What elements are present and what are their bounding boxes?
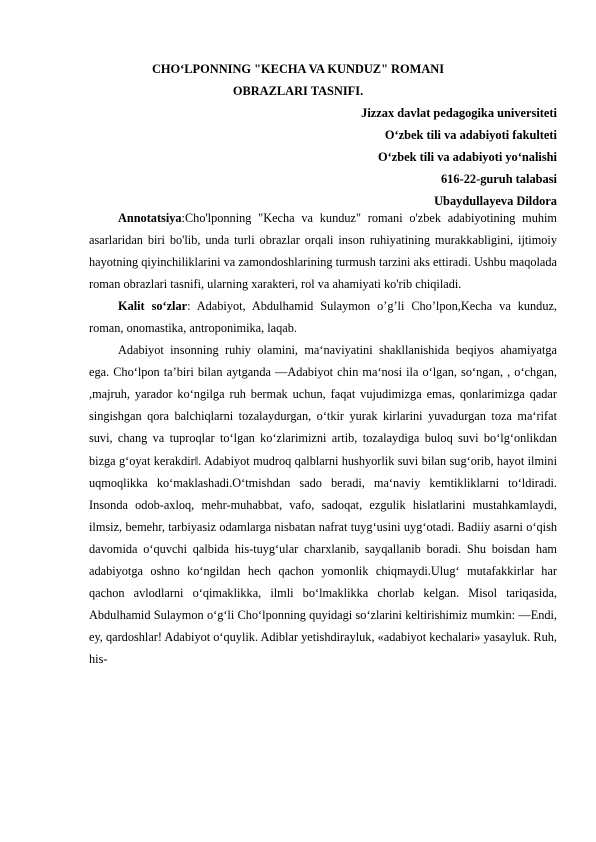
keywords-label: Kalit so‘zlar bbox=[118, 299, 188, 314]
article-body bbox=[89, 207, 557, 670]
title-line-2: OBRAZLARI TASNIFI. bbox=[232, 84, 364, 98]
keywords-paragraph bbox=[89, 295, 557, 339]
affiliation-department: O‘zbek tili va adabiyoti yo‘nalishi bbox=[378, 150, 557, 164]
title-line-1: CHO‘LPONNING "KECHA VA KUNDUZ" ROMANI bbox=[151, 62, 445, 76]
body-paragraph: Adabiyot insonning ruhiy olamini, ma‘naviyatini shakllanishida beqiyos ahamiyatga ega. Cho‘lpon ta’biri bilan aytganda ―Adabiyot chin ma‘nosi ila o‘lgan, so‘ngan, , o‘chgan, ,majruh, yarador ko‘ngilga ruh bermak uchun, faqat vujudimizga emas, qonlarimizga qadar singishgan qora balchiqlarni tozalaydurgan, o‘tkir yurak kirlarini yuvadurgan toza ma‘rifat suvi, chang va tuproqlar to‘lgan ko‘zlarimizni artib, tozalaydiga buloq suvi bo‘lg‘onlikdan bizga g‘oyat kerakdir‖. Adabiyot mudroq qalblarni hushyorlik suvi bilan sug‘orib, hayot ilmini uqmoqlikka ko‘maklashadi.O‘tmishdan sado beradi, ma‘naviy kemtikliklarni to‘ldiradi. Insonda odob-axloq, mehr-muhabbat, vafo, sadoqat, ezgulik hislatlarini mustahkamlaydi, ilmsiz, bemehr, tarbiyasiz odamlarga nisbatan nafrat tuyg‘usini uyg‘otadi. Badiiy asarni o‘qish davomida o‘quvchi qalbida his-tuyg‘ular charxlanib, sayqallanib boradi. Shu boisdan ham adabiyotga oshno ko‘ngildan hech qachon yomonlik chiqmaydi.Ulug‘ mutafakkirlar har qachon avlodlarni o‘qimaklikka, ilmli bo‘lmaklikka chorlab kelgan. Misol tariqasida, Abdulhamid Sulaymon o‘g‘li Cho‘lponning quyidagi so‘zlarini keltirishimiz mumkin: ―Endi, ey, qardoshlar! Adabiyot o‘quylik. Adiblar yetishdirayluk, «adabiyot kechalari» yasayluk. Ruh, his- bbox=[89, 343, 557, 666]
affiliation-faculty: O‘zbek tili va adabiyoti fakulteti bbox=[384, 128, 557, 142]
affiliation-group: 616-22-guruh talabasi bbox=[440, 172, 557, 186]
affiliation-university: Jizzax davlat pedagogika universiteti bbox=[361, 106, 557, 120]
keywords-text: : Adabiyot, Abdulhamid Sulaymon o’g’li Cho’lpon,Kecha va kunduz, roman, onomastika, antroponimika, laqab. bbox=[89, 299, 557, 336]
author-name: Ubaydullayeva Dildora bbox=[434, 194, 557, 208]
annotation-text: :Cho'lponning "Kecha va kunduz" romani o'zbek adabiyotining muhim asarlaridan biri bo'lib, unda turli obrazlar orqali inson ruhiyatining murakkabligini, ijtimoiy hayotning qiyinchiliklarini va zamondoshlarining turmush tarzini aks ettiradi. Ushbu maqolada roman obrazlari tasnifi, ularning xarakteri, rol va ahamiyati ko'rib chiqiladi. bbox=[89, 211, 557, 292]
annotation-label: Annotatsiya bbox=[118, 211, 182, 225]
annotation-paragraph bbox=[89, 207, 557, 295]
